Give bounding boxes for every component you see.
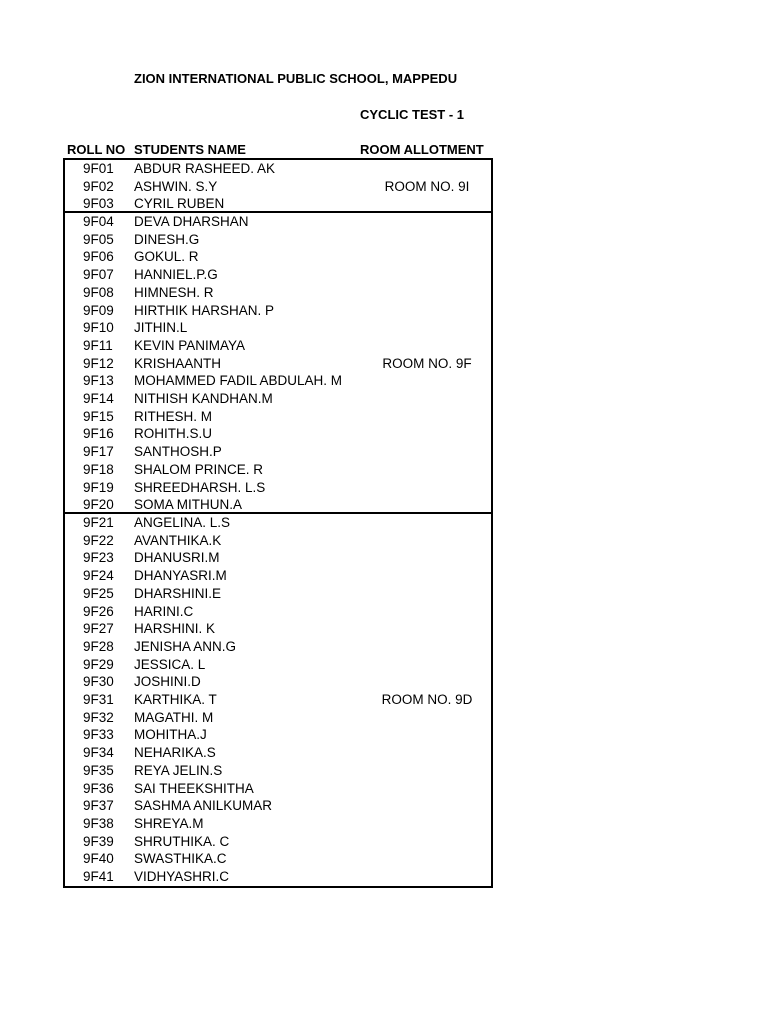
room-allotment: ROOM NO. 9F bbox=[382, 355, 472, 371]
roll-no: 9F13 bbox=[83, 373, 114, 389]
roll-no: 9F07 bbox=[83, 267, 114, 283]
student-name: JENISHA ANN.G bbox=[134, 638, 237, 654]
student-name: SHREYA.M bbox=[134, 815, 204, 831]
student-name: VIDHYASHRI.C bbox=[134, 869, 230, 884]
roll-no: 9F33 bbox=[83, 727, 114, 743]
roll-no: 9F19 bbox=[83, 479, 114, 495]
header-students-name: STUDENTS NAME bbox=[134, 142, 246, 157]
roll-no: 9F08 bbox=[83, 284, 114, 300]
allotment-table bbox=[63, 158, 493, 888]
student-name: JESSICA. L bbox=[134, 656, 206, 672]
student-name: ASHWIN. S.Y bbox=[134, 178, 218, 194]
roll-no: 9F03 bbox=[83, 196, 114, 212]
student-name: KARTHIKA. T bbox=[134, 692, 217, 707]
student-name: SHRUTHIKA. C bbox=[134, 833, 230, 849]
roll-no: 9F29 bbox=[83, 656, 114, 672]
test-title: CYCLIC TEST - 1 bbox=[360, 107, 465, 122]
student-name: REYA JELIN.S bbox=[134, 762, 223, 778]
roll-no: 9F30 bbox=[83, 674, 114, 690]
roll-no: 9F25 bbox=[83, 585, 114, 601]
roll-no: 9F15 bbox=[83, 408, 114, 424]
student-name: SWASTHIKA.C bbox=[134, 851, 227, 867]
room-allotment: ROOM NO. 9I bbox=[384, 178, 470, 194]
roll-no: 9F17 bbox=[83, 444, 114, 460]
roll-no: 9F20 bbox=[83, 497, 114, 513]
student-name: DINESH.G bbox=[134, 231, 200, 247]
student-name: SHALOM PRINCE. R bbox=[134, 461, 264, 477]
roll-no: 9F38 bbox=[83, 815, 114, 831]
student-name: CYRIL RUBEN bbox=[134, 196, 225, 212]
roll-no: 9F23 bbox=[83, 550, 114, 566]
student-name: SASHMA ANILKUMAR bbox=[134, 798, 273, 814]
roll-no: 9F14 bbox=[83, 391, 114, 407]
student-name: ABDUR RASHEED. AK bbox=[134, 161, 276, 176]
student-name: JOSHINI.D bbox=[134, 674, 201, 690]
student-name: HIRTHIK HARSHAN. P bbox=[134, 302, 275, 318]
school-title: ZION INTERNATIONAL PUBLIC SCHOOL, MAPPEDU bbox=[134, 71, 458, 86]
student-name: JITHIN.L bbox=[134, 320, 188, 336]
roll-no: 9F22 bbox=[83, 532, 114, 548]
roll-no: 9F35 bbox=[83, 762, 114, 778]
roll-no: 9F01 bbox=[83, 161, 114, 176]
roll-no: 9F06 bbox=[83, 249, 114, 265]
roll-no: 9F27 bbox=[83, 621, 114, 637]
roll-no: 9F36 bbox=[83, 780, 114, 796]
roll-no: 9F37 bbox=[83, 798, 114, 814]
roll-no: 9F18 bbox=[83, 461, 114, 477]
student-name: NITHISH KANDHAN.M bbox=[134, 391, 273, 407]
roll-no: 9F39 bbox=[83, 833, 114, 849]
roll-no: 9F34 bbox=[83, 745, 114, 761]
roll-no: 9F11 bbox=[83, 337, 113, 353]
student-name: NEHARIKA.S bbox=[134, 745, 216, 761]
student-name: AVANTHIKA.K bbox=[134, 532, 222, 548]
room-group bbox=[63, 512, 493, 888]
student-name: SAI THEEKSHITHA bbox=[134, 780, 254, 796]
header-roll-no: ROLL NO bbox=[67, 142, 126, 157]
student-name: DEVA DHARSHAN bbox=[134, 214, 249, 230]
roll-no: 9F40 bbox=[83, 851, 114, 867]
roll-no: 9F02 bbox=[83, 178, 114, 194]
roll-no: 9F31 bbox=[83, 692, 114, 707]
student-name: HANNIEL.P.G bbox=[134, 267, 218, 283]
student-name: DHANUSRI.M bbox=[134, 550, 220, 566]
header-room-allotment: ROOM ALLOTMENT bbox=[360, 142, 484, 157]
student-name: MOHITHA.J bbox=[134, 727, 207, 743]
student-name: KEVIN PANIMAYA bbox=[134, 337, 246, 353]
roll-no: 9F12 bbox=[83, 355, 114, 371]
roll-no: 9F32 bbox=[83, 709, 114, 725]
student-name: MOHAMMED FADIL ABDULAH. M bbox=[134, 373, 343, 389]
student-name: SOMA MITHUN.A bbox=[134, 497, 243, 513]
roll-no: 9F41 bbox=[83, 869, 114, 884]
roll-no: 9F04 bbox=[83, 214, 114, 230]
student-name: SANTHOSH.P bbox=[134, 444, 222, 460]
student-name: RITHESH. M bbox=[134, 408, 213, 424]
roll-no: 9F10 bbox=[83, 320, 114, 336]
student-name: SHREEDHARSH. L.S bbox=[134, 479, 266, 495]
student-name: DHANYASRI.M bbox=[134, 568, 227, 584]
roll-no: 9F26 bbox=[83, 603, 114, 619]
room-group bbox=[63, 211, 493, 514]
room-group bbox=[63, 158, 493, 213]
student-name: HIMNESH. R bbox=[134, 284, 214, 300]
roll-no: 9F09 bbox=[83, 302, 114, 318]
student-name: GOKUL. R bbox=[134, 249, 199, 265]
roll-no: 9F28 bbox=[83, 638, 114, 654]
student-name: ANGELINA. L.S bbox=[134, 515, 231, 530]
student-name: KRISHAANTH bbox=[134, 355, 222, 371]
roll-no: 9F16 bbox=[83, 426, 114, 442]
roll-no: 9F21 bbox=[83, 515, 114, 530]
student-name: ROHITH.S.U bbox=[134, 426, 213, 442]
student-name: HARINI.C bbox=[134, 603, 194, 619]
room-allotment: ROOM NO. 9D bbox=[381, 692, 473, 707]
roll-no: 9F24 bbox=[83, 568, 114, 584]
student-name: MAGATHI. M bbox=[134, 709, 214, 725]
student-name: HARSHINI. K bbox=[134, 621, 216, 637]
roll-no: 9F05 bbox=[83, 231, 114, 247]
student-name: DHARSHINI.E bbox=[134, 585, 222, 601]
